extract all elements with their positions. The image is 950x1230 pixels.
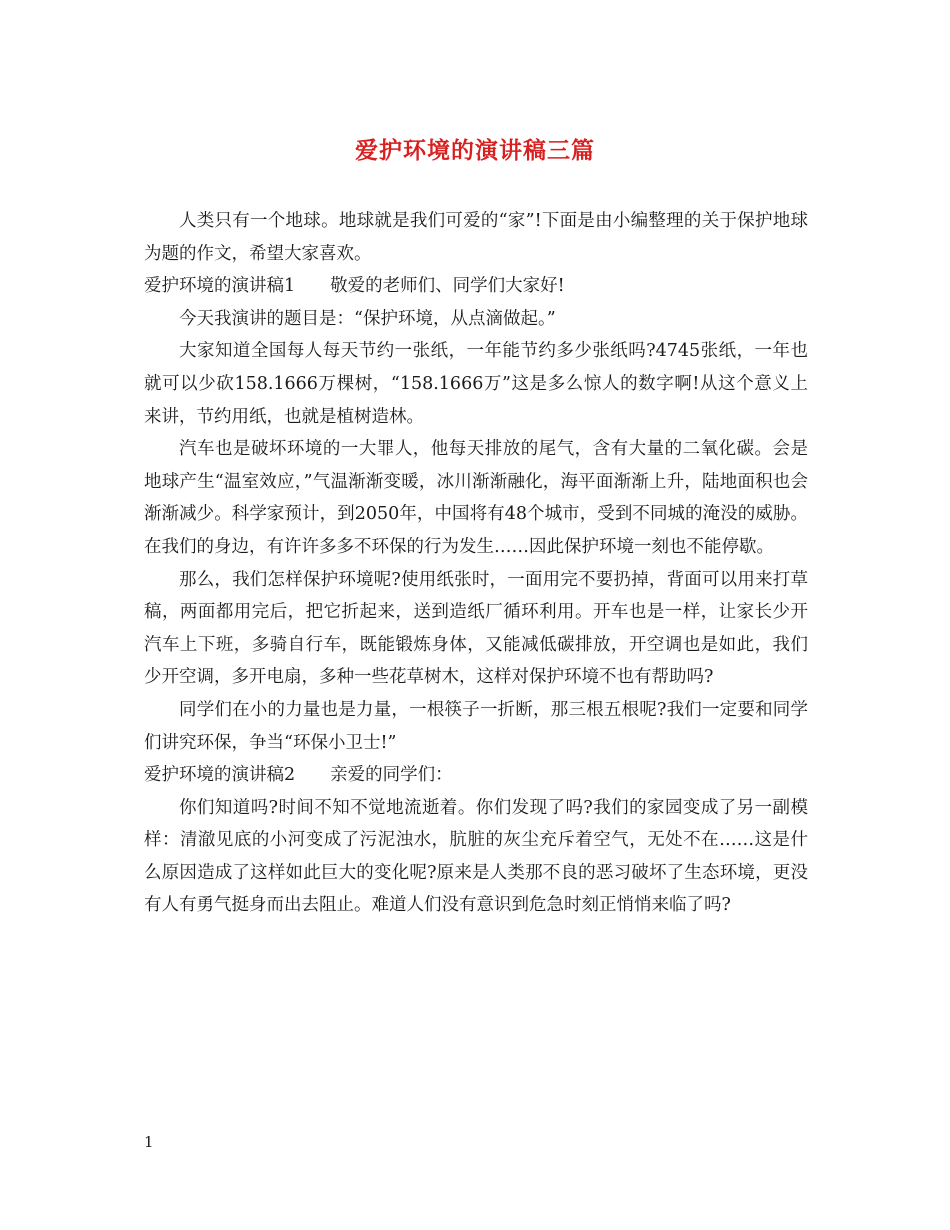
speech-1-paragraph: 那么，我们怎样保护环境呢?使用纸张时，一面用完不要扔掉，背面可以用来打草稿，两面都用完后，把它折起来，送到造纸厂循环利用。开车也是一样，让家长少开汽车上下班，多骑自行车，既能锻炼身体，又能减低碳排放，开空调也是如此，我们少开空调，多开电扇，多种一些花草树木，这样对保护环境不也有帮助吗? [144, 569, 808, 688]
intro-paragraph: 人类只有一个地球。地球就是我们可爱的“家”!下面是由小编整理的关于保护地球为题的作文，希望大家喜欢。 [144, 211, 808, 264]
speech-1-heading: 爱护环境的演讲稿1 [144, 276, 296, 297]
speech-2-paragraph: 你们知道吗?时间不知不觉地流逝着。你们发现了吗?我们的家园变成了另一副模样：清澈见底的小河变成了污泥浊水，肮脏的灰尘充斥着空气，无处不在……这是什么原因造成了这样如此巨大的变化呢?原来是人类那不良的恶习破坏了生态环境，更没有人有勇气挺身而出去阻止。难道人们没有意识到危急时刻正悄悄来临了吗? [144, 797, 808, 916]
speech-1-paragraph: 汽车也是破坏环境的一大罪人，他每天排放的尾气，含有大量的二氧化碳。会是地球产生“温室效应，”气温渐渐变暖，冰川渐渐融化，海平面渐渐上升，陆地面积也会渐渐减少。科学家预计，到2050年，中国将有48个城市，受到不同城的淹没的威胁。在我们的身边，有许许多多不环保的行为发生……因此保护环境一刻也不能停歇。 [144, 439, 808, 557]
speech-1-paragraph: 今天我演讲的题目是：“保护环境，从点滴做起。” [179, 308, 556, 329]
speech-1-greeting: 敬爱的老师们、同学们大家好! [330, 276, 565, 297]
speech-2-heading-line [144, 759, 808, 792]
page-number: 1 [144, 1133, 154, 1151]
speech-1-paragraph: 同学们在小的力量也是力量，一根筷子一折断，那三根五根呢?我们一定要和同学们讲究环保，争当“环保小卫士!” [144, 699, 808, 753]
speech-2-greeting: 亲爱的同学们： [330, 765, 453, 786]
document-body [144, 205, 808, 922]
speech-1-paragraph: 大家知道全国每人每天节约一张纸，一年能节约多少张纸吗?4745张纸，一年也就可以少砍158.1666万棵树，“158.1666万”这是多么惊人的数字啊!从这个意义上来讲，节约用纸，也就是植树造林。 [144, 341, 808, 427]
speech-2-heading: 爱护环境的演讲稿2 [144, 765, 296, 786]
speech-1-heading-line [144, 270, 808, 303]
document-title: 爱护环境的演讲稿三篇 [355, 137, 595, 164]
